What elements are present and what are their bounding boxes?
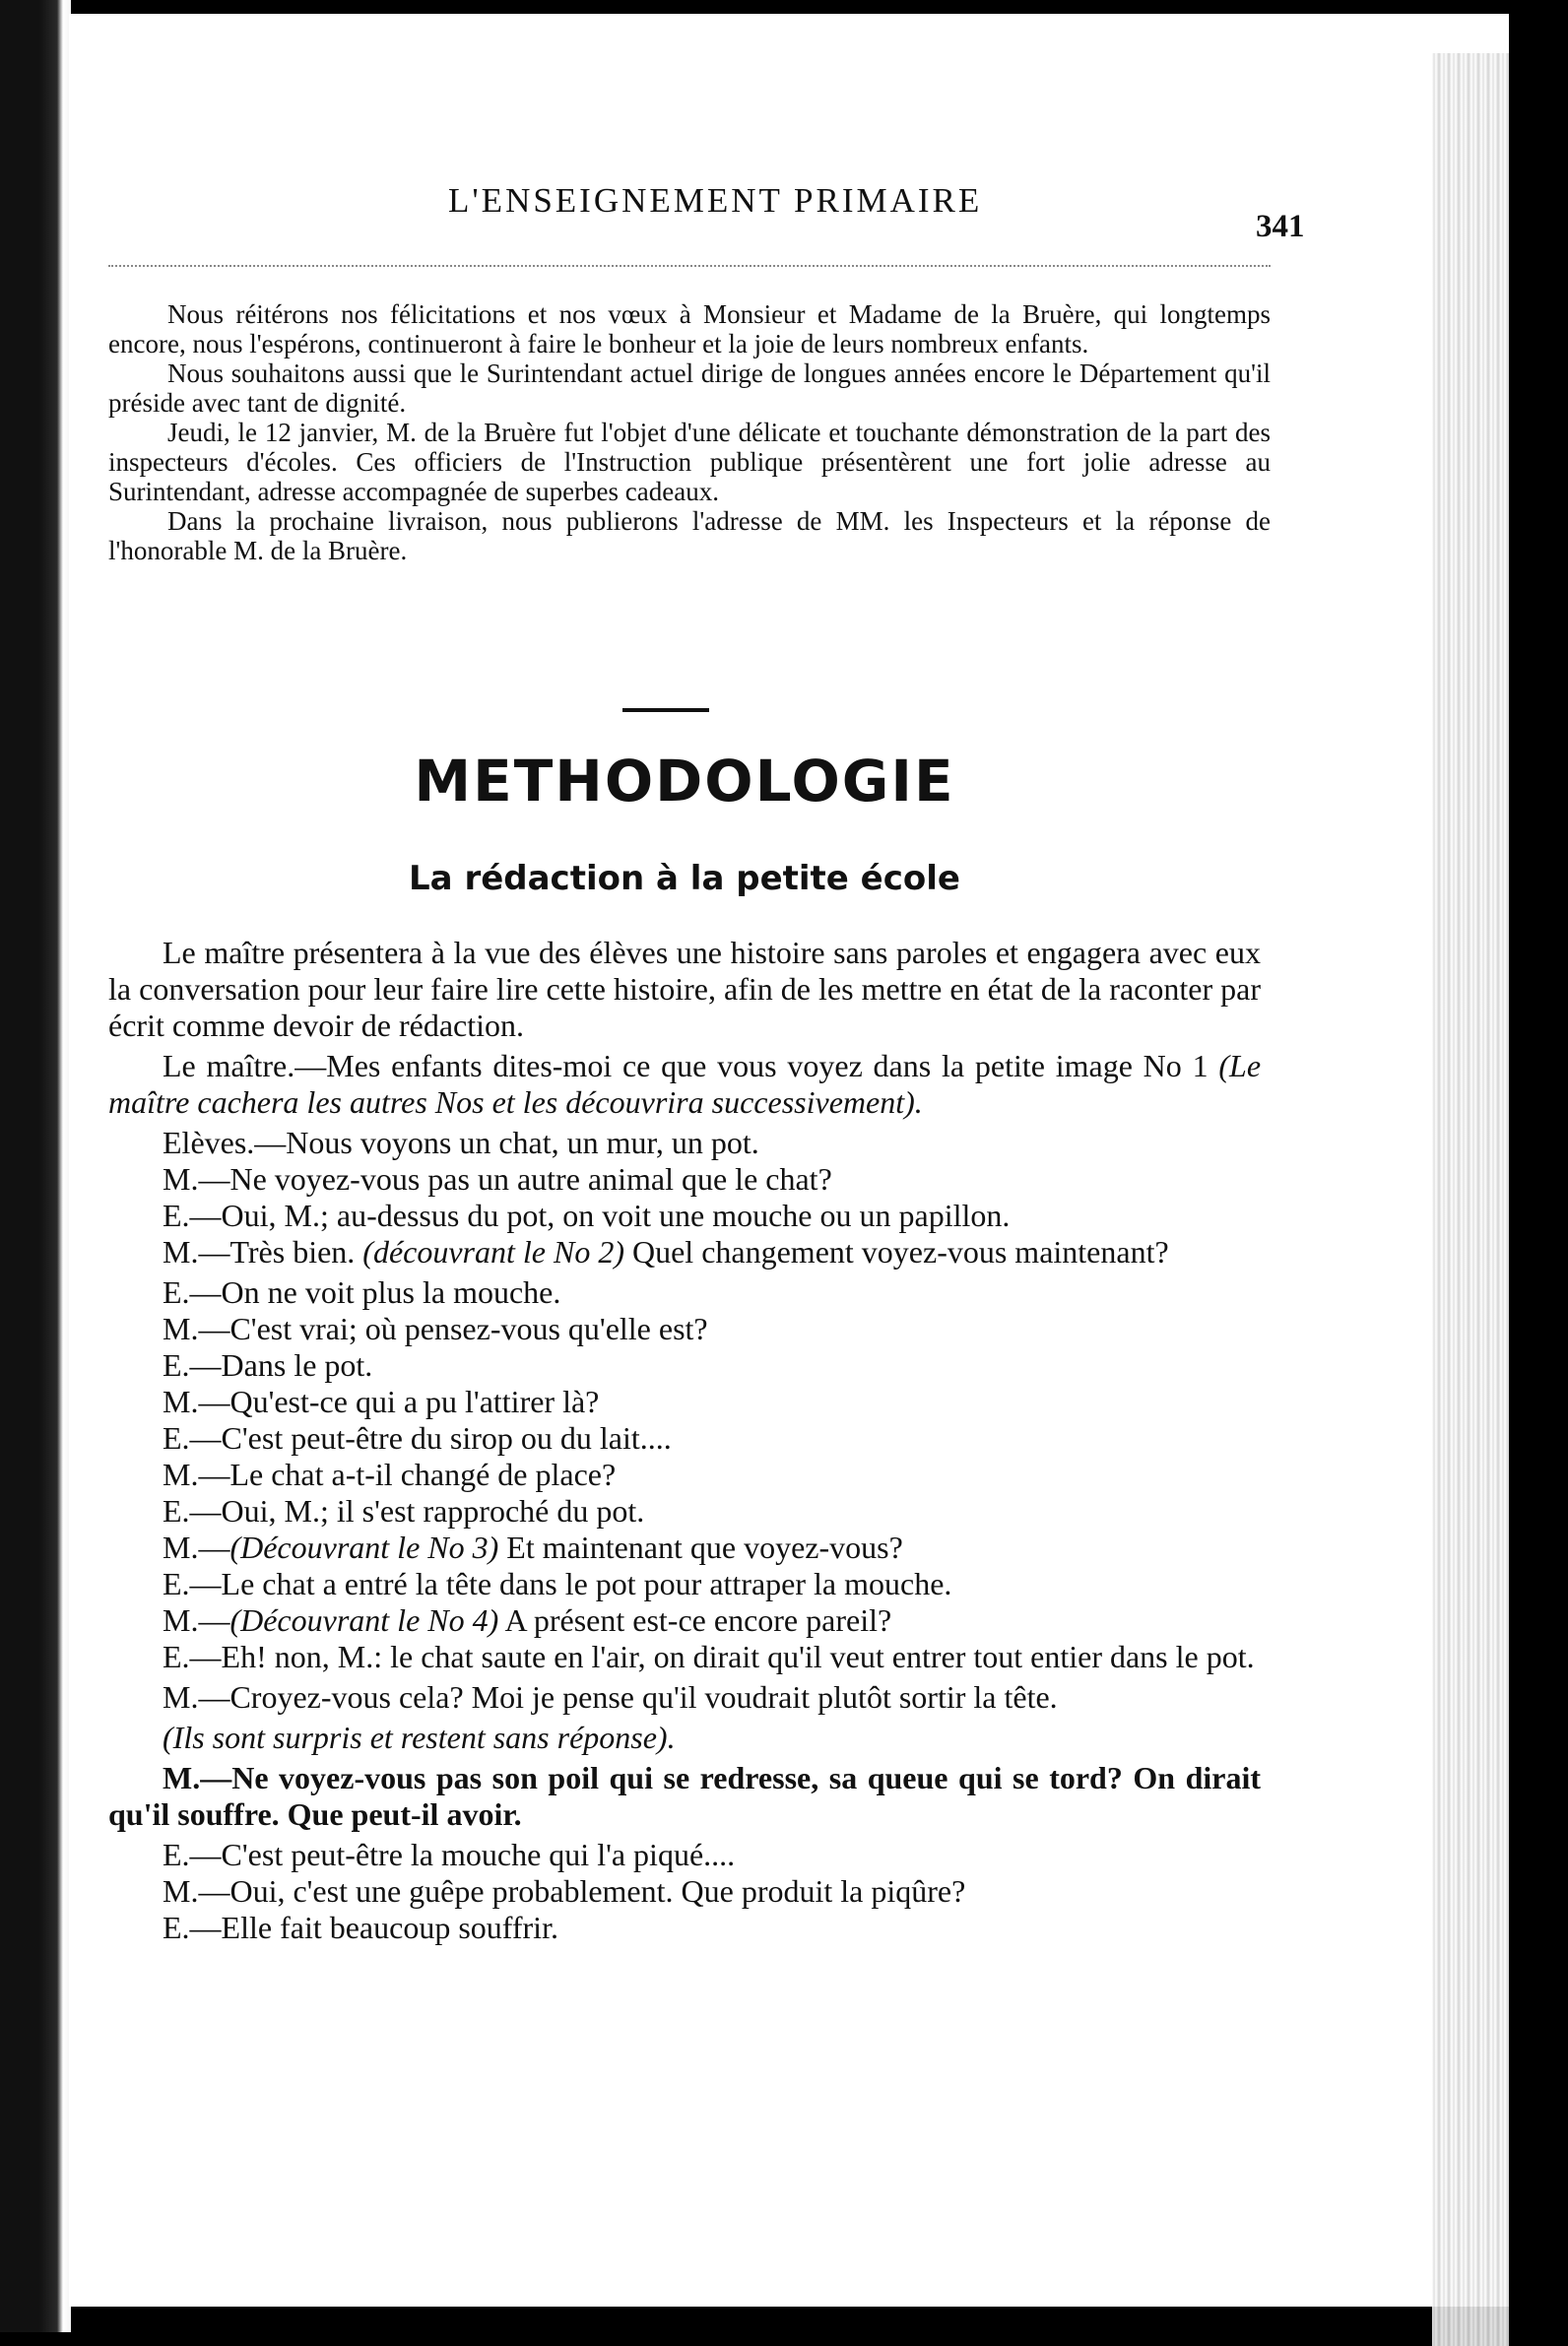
- book-spine-edge: [0, 0, 71, 2332]
- page-stack-edge: [1432, 53, 1509, 2346]
- dialogue-line: E.—Eh! non, M.: le chat saute en l'air, on dirait qu'il veut entrer tout entier dans le pot.: [163, 1639, 1255, 1674]
- stage-direction: (Le maître cachera les autres Nos et les découvrira successivement).: [108, 1048, 1262, 1120]
- dialogue-line: M.—Oui, c'est une guêpe probablement. Que produit la piqûre?: [163, 1873, 966, 1909]
- dialogue-line: Elèves.—Nous voyons un chat, un mur, un pot.: [163, 1125, 759, 1160]
- dialogue-text: M.—: [163, 1602, 230, 1638]
- dialogue-line: M.—Qu'est-ce qui a pu l'attirer là?: [163, 1384, 600, 1419]
- dialogue-text: M.—Très bien.: [163, 1234, 356, 1270]
- dialogue-line: E.—Oui, M.; au-dessus du pot, on voit une mouche ou un papillon.: [163, 1198, 1011, 1233]
- section-title: METHODOLOGIE: [414, 748, 955, 815]
- paragraph: Jeudi, le 12 janvier, M. de la Bruère fut l'objet d'une délicate et touchante démonstration de la part des inspecteurs d'écoles. Ces officiers de l'Instruction publique présentèrent une fort jolie adresse au Surintendant, adresse accompagnée de superbes cadeaux.: [108, 418, 1271, 506]
- stage-direction: (Ils sont surpris et restent sans réponse).: [163, 1720, 676, 1755]
- running-title: L'ENSEIGNEMENT PRIMAIRE: [448, 181, 983, 220]
- header-rule: [108, 265, 1271, 267]
- top-paragraphs: [108, 299, 1271, 565]
- dialogue-text: Et maintenant que voyez-vous?: [506, 1530, 903, 1565]
- dialogue-line: M.—Ne voyez-vous pas un autre animal que le chat?: [163, 1161, 832, 1197]
- dialogue-line: [108, 1234, 1261, 1271]
- stage-direction: (Découvrant le No 3): [229, 1530, 499, 1565]
- dialogue-text: M.—: [163, 1530, 230, 1565]
- section-subtitle: La rédaction à la petite école: [409, 859, 960, 898]
- paragraph: Nous souhaitons aussi que le Surintendant actuel dirige de longues années encore le Département qu'il préside avec tant de dignité.: [108, 358, 1271, 418]
- dialogue-line: E.—Dans le pot.: [163, 1347, 373, 1383]
- paragraph: Dans la prochaine livraison, nous publierons l'adresse de MM. les Inspecteurs et la réponse de l'honorable M. de la Bruère.: [108, 506, 1271, 565]
- dialogue-line: E.—Oui, M.; il s'est rapproché du pot.: [163, 1493, 645, 1529]
- dialogue-line: M.—Croyez-vous cela? Moi je pense qu'il voudrait plutôt sortir la tête.: [163, 1679, 1058, 1715]
- stage-direction: (découvrant le No 2): [362, 1234, 624, 1270]
- dialogue-text: Le maître.—Mes enfants dites-moi ce que vous voyez dans la petite image No 1: [163, 1048, 1209, 1083]
- dialogue-line: E.—Le chat a entré la tête dans le pot pour attraper la mouche.: [163, 1566, 952, 1601]
- dialogue-text: A présent est-ce encore pareil?: [504, 1602, 892, 1638]
- book-page: [69, 14, 1509, 2307]
- dialogue-line: [108, 1048, 1261, 1121]
- section-divider: [622, 708, 709, 712]
- page-number: 341: [1256, 209, 1305, 244]
- dialogue-line: [108, 1602, 1261, 1639]
- dialogue-line: E.—C'est peut-être du sirop ou du lait....: [163, 1420, 672, 1456]
- dialogue-line: E.—On ne voit plus la mouche.: [163, 1274, 561, 1310]
- dialogue-line: E.—C'est peut-être la mouche qui l'a piqué....: [163, 1837, 736, 1872]
- article-body: [108, 935, 1261, 1946]
- intro-paragraph: Le maître présentera à la vue des élèves une histoire sans paroles et engagera avec eux la conversation pour leur faire lire cette histoire, afin de les mettre en état de la raconter par écrit comme devoir de rédaction.: [108, 935, 1261, 1043]
- dialogue-line: E.—Elle fait beaucoup souffrir.: [163, 1910, 558, 1945]
- dialogue-line: [108, 1530, 1261, 1566]
- page-header: [108, 171, 1305, 250]
- paragraph: Nous réitérons nos félicitations et nos vœux à Monsieur et Madame de la Bruère, qui longtemps encore, nous l'espérons, continueront à faire le bonheur et la joie de leurs nombreux enfants.: [108, 299, 1271, 358]
- dialogue-line: M.—C'est vrai; où pensez-vous qu'elle est?: [163, 1311, 708, 1346]
- dialogue-line: M.—Ne voyez-vous pas son poil qui se redresse, sa queue qui se tord? On dirait qu'il souffre. Que peut-il avoir.: [108, 1760, 1261, 1832]
- dialogue-line: M.—Le chat a-t-il changé de place?: [163, 1457, 617, 1492]
- dialogue-text: Quel changement voyez-vous maintenant?: [631, 1234, 1169, 1270]
- stage-direction: (Découvrant le No 4): [229, 1602, 499, 1638]
